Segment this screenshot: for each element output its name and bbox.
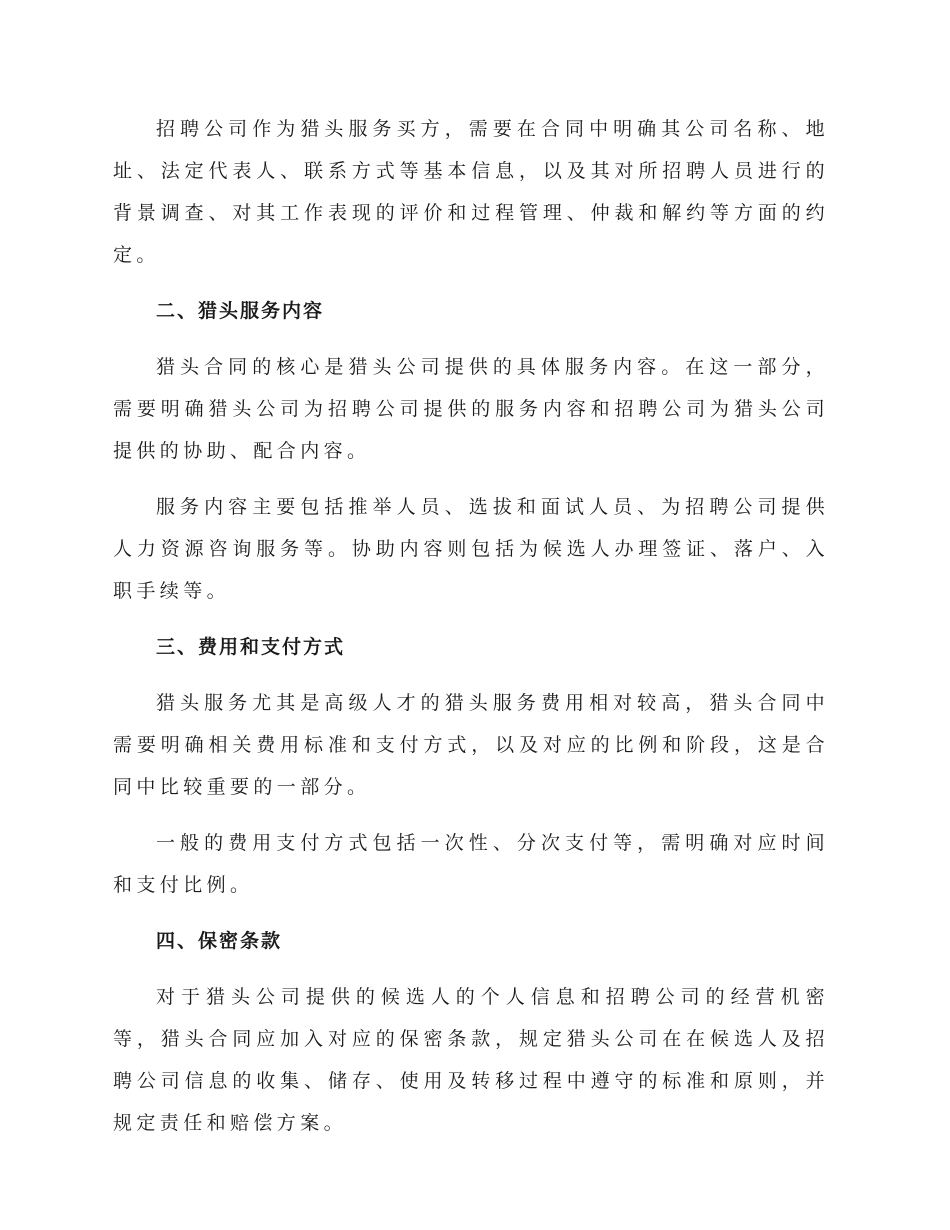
- heading-fees-payment: 三、费用和支付方式: [156, 636, 346, 658]
- paragraph-fees: 猎头服务尤其是高级人才的猎头服务费用相对较高，猎头合同中需要明确相关费用标准和支付方式，以及对应的比例和阶段，这是合同中比较重要的一部分。: [113, 692, 829, 798]
- paragraph-service-core: 猎头合同的核心是猎头公司提供的具体服务内容。在这一部分，需要明确猎头公司为招聘公司提供的服务内容和招聘公司为猎头公司提供的协助、配合内容。: [113, 356, 829, 462]
- heading-service-content: 二、猎头服务内容: [156, 300, 325, 322]
- paragraph-payment-methods: 一般的费用支付方式包括一次性、分次支付等，需明确对应时间和支付比例。: [113, 832, 829, 896]
- paragraph-confidentiality: 对于猎头公司提供的候选人的个人信息和招聘公司的经营机密等，猎头合同应加入对应的保密条款，规定猎头公司在在候选人及招聘公司信息的收集、储存、使用及转移过程中遵守的标准和原则，并规定责任和赔偿方案。: [113, 986, 829, 1134]
- document-body: [113, 108, 829, 1144]
- paragraph-buyer-info: 招聘公司作为猎头服务买方，需要在合同中明确其公司名称、地址、法定代表人、联系方式等基本信息，以及其对所招聘人员进行的背景调查、对其工作表现的评价和过程管理、仲裁和解约等方面的约定。: [113, 118, 829, 266]
- paragraph-service-items: 服务内容主要包括推举人员、选拔和面试人员、为招聘公司提供人力资源咨询服务等。协助内容则包括为候选人办理签证、落户、入职手续等。: [113, 496, 829, 602]
- heading-confidentiality: 四、保密条款: [156, 930, 283, 952]
